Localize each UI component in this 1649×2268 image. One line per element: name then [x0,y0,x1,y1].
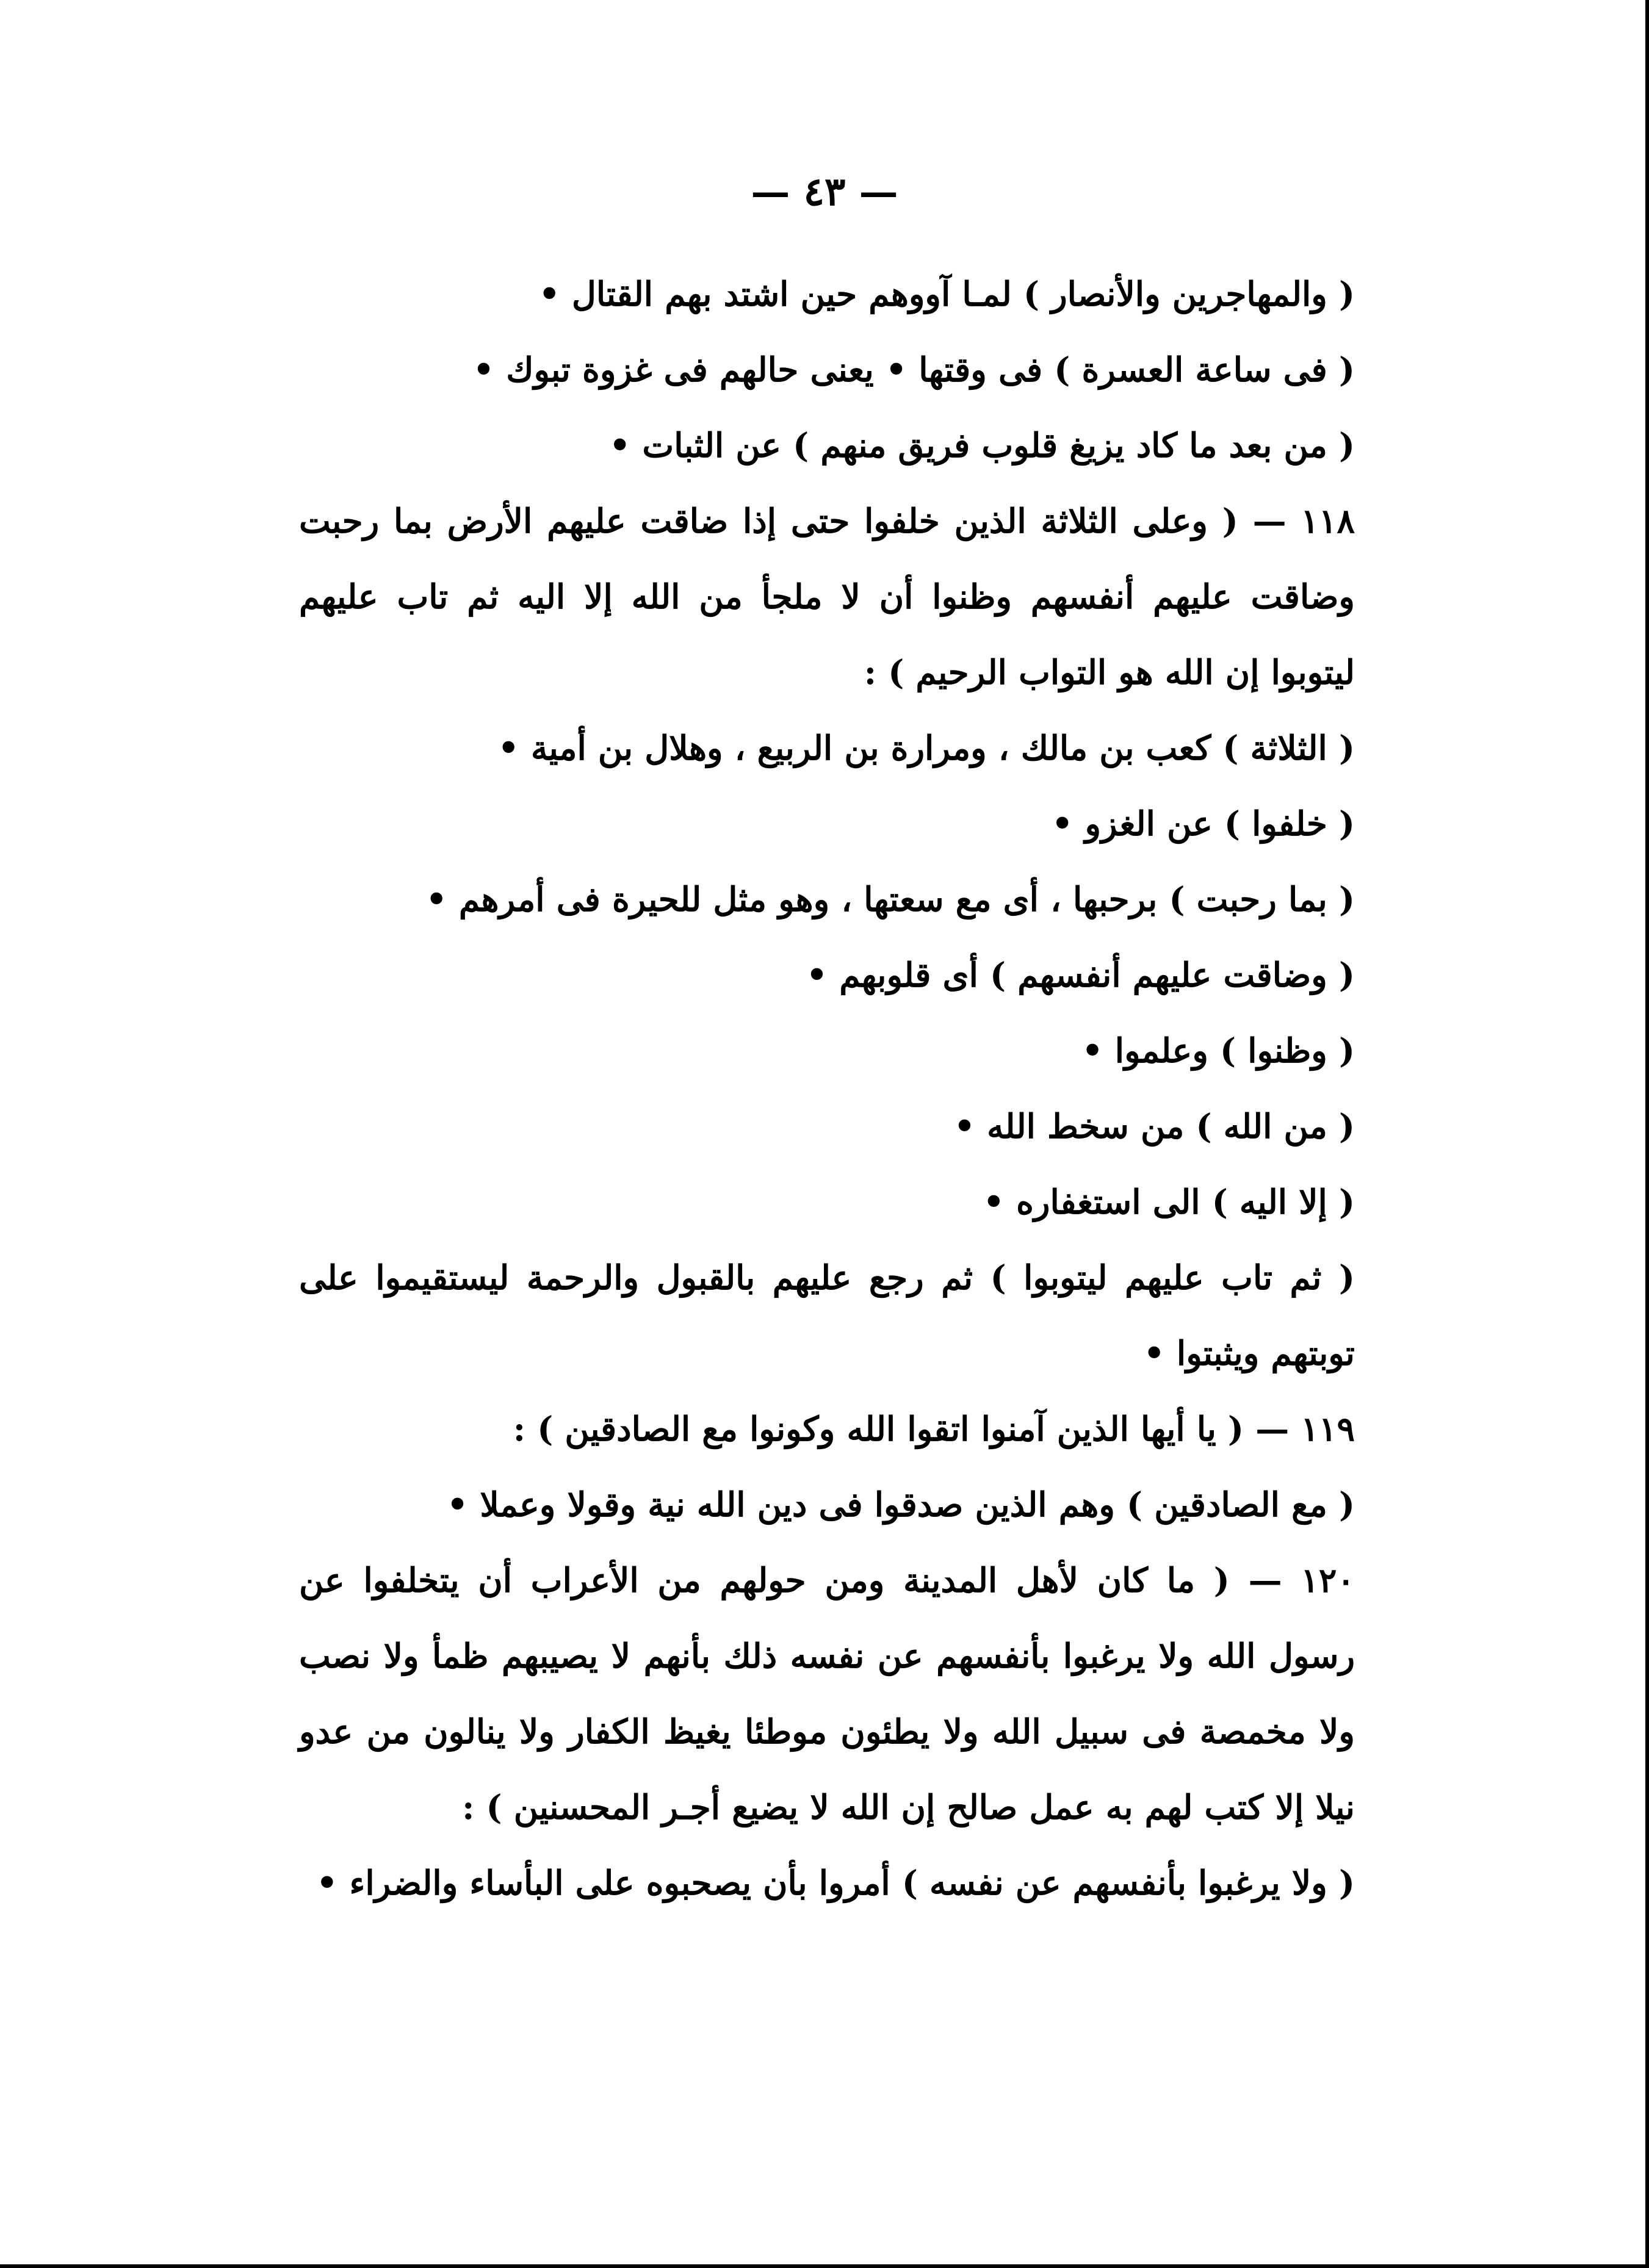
gloss-paragraph: ( وضاقت عليهم أنفسهم ) أى قلوبهم • [806,955,1355,995]
gloss-paragraph: ( وظنوا ) وعلموا • [1081,1031,1355,1070]
gloss-paragraph: ( مع الصادقين ) وهم الذين صدقوا فى دين الله نية وقولا وعملا • [447,1485,1355,1524]
body-text [299,256,1452,1921]
gloss-paragraph: ( إلا اليه ) الى استغفاره • [983,1182,1355,1222]
verse-paragraph-119: ١١٩ — ( يا أيها الذين آمنوا اتقوا الله وكونوا مع الصادقين ) : [513,1409,1355,1449]
gloss-paragraph: ( بما رحبت ) برحبها ، أى مع سعتها ، وهو مثل للحيرة فى أمرهم • [425,879,1355,919]
page-number: — ٤٣ — [751,169,898,215]
scan-edge-right [1645,0,1649,2268]
gloss-paragraph: ( من الله ) من سخط الله • [953,1106,1355,1146]
verse-paragraph-120: ١٢٠ — ( ما كان لأهل المدينة ومن حولهم من الأعراب أن يتخلفوا عن رسول الله ولا يرغبوا بأنفسهم عن نفسه ذلك بأنهم لا يصيبهم ظمأ ولا نصب ولا مخمصة فى سبيل الله ولا يطئون موطئا يغيظ الكفار ولا ينالون من عدو نيلا إلا كتب لهم به عمل صالح إن الله لا يضيع أجـر المحسنين ) : [299,1560,1355,1827]
gloss-paragraph: ( ثم تاب عليهم ليتوبوا ) ثم رجع عليهم بالقبول والرحمة ليستقيموا على توبتهم ويثبتوا • [299,1258,1355,1373]
gloss-paragraph: ( خلفوا ) عن الغزو • [1052,804,1355,843]
gloss-paragraph: ( ولا يرغبوا بأنفسهم عن نفسه ) أمروا بأن يصحبوه على البأساء والضراء • [316,1863,1355,1903]
gloss-paragraph: ( الثلاثة ) كعب بن مالك ، ومرارة بن الربيع ، وهلال بن أمية • [497,728,1355,768]
gloss-paragraph: ( من بعد ما كاد يزيغ قلوب فريق منهم ) عن الثبات • [609,425,1355,465]
gloss-paragraph: ( فى ساعة العسرة ) فى وقتها • يعنى حالهم فى غزوة تبوك • [472,350,1355,389]
scan-edge-bottom [0,2264,1649,2268]
gloss-paragraph: ( والمهاجرين والأنصار ) لمـا آووهم حين اشتد بهم القتال • [538,274,1355,314]
verse-paragraph-118: ١١٨ — ( وعلى الثلاثة الذين خلفوا حتى إذا ضاقت عليهم الأرض بما رحبت وضاقت عليهم أنفسهم وظنوا أن لا ملجأ من الله إلا اليه ثم تاب عليهم ليتوبوا إن الله هو التواب الرحيم ) : [299,501,1355,692]
